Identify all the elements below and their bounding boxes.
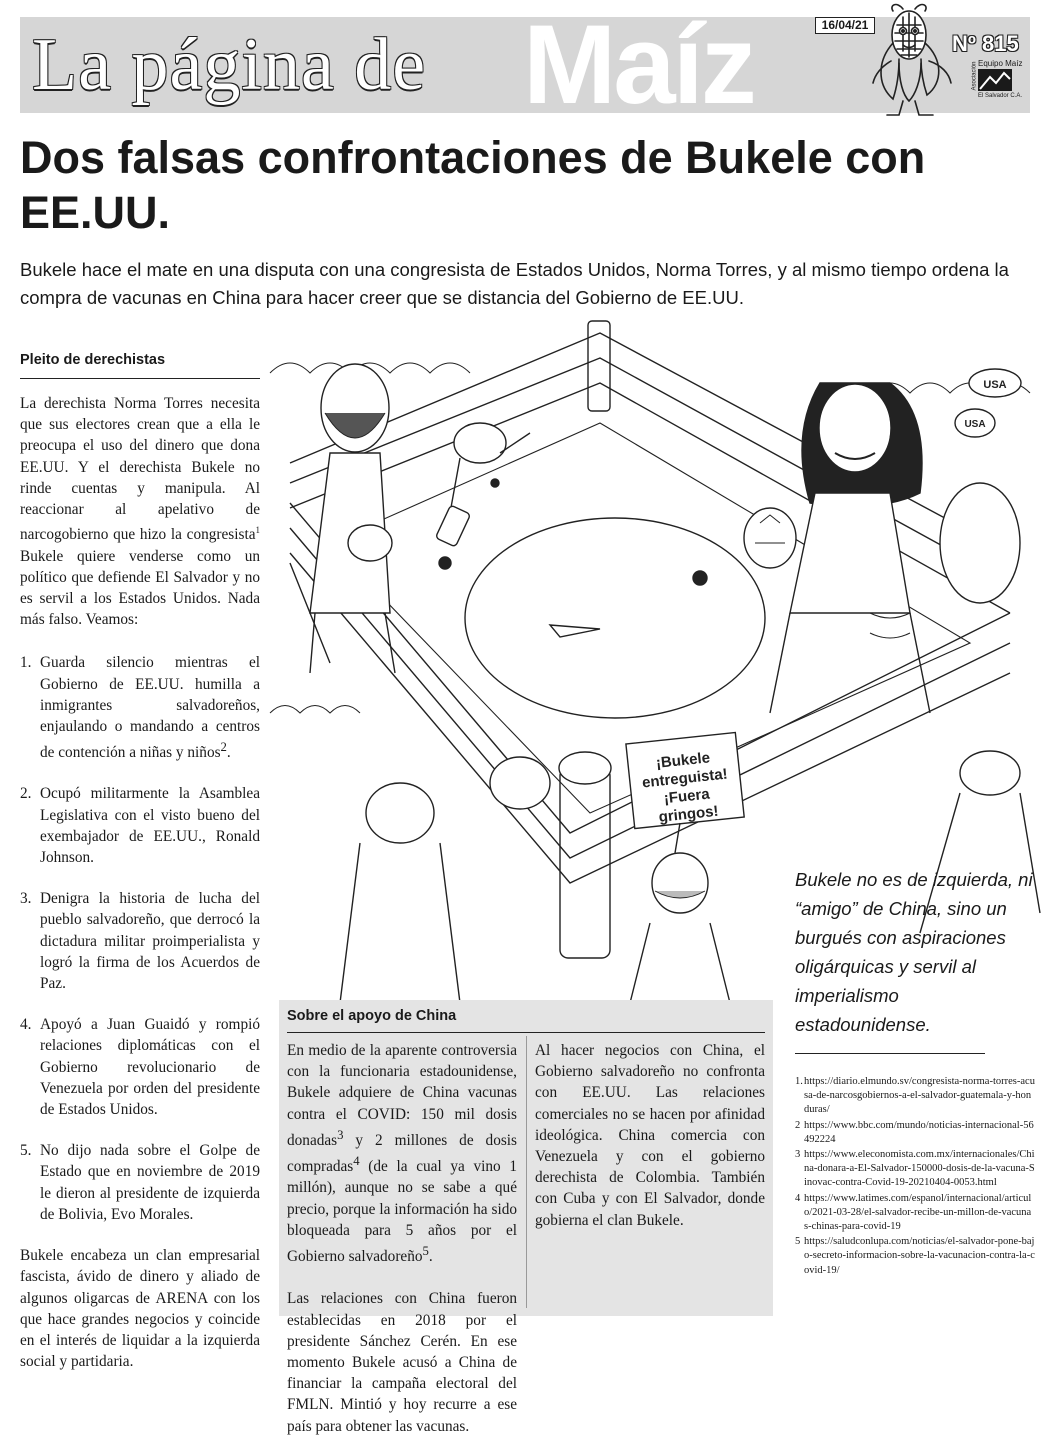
footnote[interactable]: 2 https://www.bbc.com/mundo/noticias-internacional-56492224 <box>795 1119 1035 1147</box>
china-column-1 <box>287 1040 517 1437</box>
list-item: 1. Guarda silencio mientras el Gobierno de EE.UU. humilla a inmigrantes salvadoreños, enjaulando o mandando a centros de contención a niñas y niños$^2$. <box>20 654 260 762</box>
china-paragraph: Las relaciones con China fueron establecidas en 2018 por el presidente Sánchez Cerén. En ese momento Bukele acusó a China de financiar la campaña electoral del FMLN. Mintió y hoy recurre a ese país para obtener las vacunas. <box>287 1290 517 1435</box>
divider <box>795 1053 985 1054</box>
logo-place: El Salvador C.A. <box>978 93 1023 99</box>
china-paragraph: En medio de la aparente controversia con la funcionaria estadounidense, Bukele adquiere de China vacunas contra el COVID: 150 mil dosis donadas$^3$ y 2 millones de dosis compradas$^4$ (de la cual ya vino 1 millón), aunque no se sabe a qué precio, porque la información ha sido bloqueada para 5 años por el Gobierno salvadoreño$^5$. <box>287 1042 517 1266</box>
issue-date: 16/04/21 <box>815 17 875 34</box>
points-list <box>20 652 260 1225</box>
logo-name: Equipo Maíz <box>978 59 1023 68</box>
footnote-link[interactable]: https://www.latimes.com/espanol/internacional/articulo/2021-03-28/el-salvador-recibe-un-millon-de-vacunas-chinas-para-covid-19 <box>804 1192 1032 1233</box>
china-box-title: Sobre el apoyo de China <box>287 1008 765 1033</box>
standfirst: Bukele hace el mate en una disputa con una congresista de Estados Unidos, Norma Torres, y al mismo tiempo ordena la compra de vacunas en China para hacer creer que se distancia del Gobierno de EE.UU. <box>20 259 1009 308</box>
issue-number: Nº 815 <box>952 31 1019 56</box>
footnote-ref: 3 <box>337 1127 344 1142</box>
equipo-maiz-logo <box>970 59 1023 101</box>
footnote-link[interactable]: https://saludconlupa.com/noticias/el-salvador-pone-bajo-secreto-informacion-sobre-la-vacunacion-contra-la-covid-19/ <box>804 1236 1035 1276</box>
masthead <box>20 2 1030 127</box>
closing-paragraph: Bukele encabeza un clan empresarial fascista, ávido de dinero y aliado de algunos oligarcas de ARENA con los que hace grandes negocios y coincide en el interés de liquidar a la izquierda social y partidaria. <box>20 1247 260 1371</box>
protest-sign-line4: gringos! <box>657 802 720 826</box>
footnote-ref: 5 <box>422 1244 429 1259</box>
footnote-ref: 4 <box>353 1154 360 1169</box>
list-item: 3. Denigra la historia de lucha del pueblo salvadoreño, que derrocó la dictadura militar proimperialista y logró la firma de los Acuerdos de Paz. <box>20 890 260 993</box>
protest-sign-line1: ¡Bukele <box>655 749 711 772</box>
pullquote: Bukele no es de izquierda, ni “amigo” de China, sino un burgués con aspiraciones oligárquicas y servil al imperialismo estadounidense. <box>795 869 1033 1035</box>
list-item: 4. Apoyó a Juan Guaidó y rompió relaciones diplomáticas con el Gobierno revolucionario de Venezuela por orden del presidente de Estados Unidos. <box>20 1016 260 1119</box>
footnote[interactable]: 3 https://www.eleconomista.com.mx/internacionales/China-donara-a-El-Salvador-150000-dosis-de-la-vacuna-Sinovac-contra-Covid-19-20210404-0053.html <box>795 1148 1035 1191</box>
footnote-link[interactable]: https://www.eleconomista.com.mx/internacionales/China-donara-a-El-Salvador-150000-dosis-de-la-vacuna-Sinovac-contra-Covid-19-20210404-0053.html <box>804 1149 1035 1189</box>
footnote[interactable]: 5 https://saludconlupa.com/noticias/el-salvador-pone-bajo-secreto-informacion-sobre-la-vacunacion-contra-la-covid-19/ <box>795 1235 1035 1278</box>
protest-sign-line3: ¡Fuera <box>663 785 711 808</box>
left-column <box>20 352 260 1372</box>
hat-label-2: USA <box>964 419 986 430</box>
footnote-ref: 2 <box>220 740 227 755</box>
footnote-ref: 1 <box>255 525 260 536</box>
footnotes <box>795 1075 1035 1279</box>
corn-mascot-icon <box>863 3 963 128</box>
china-column-2 <box>535 1040 765 1231</box>
section-title-pleito: Pleito de derechistas <box>20 352 260 379</box>
china-paragraph: Al hacer negocios con China, el Gobierno salvadoreño no confronta con EE.UU. Las relaciones comerciales no se hacen por afinidad ideológica. China comercia con Venezuela y con el gobierno derechista de Colombia. También con Cuba y con El Salvador, donde gobierna el clan Bukele. <box>535 1042 765 1229</box>
footnote-link[interactable]: https://diario.elmundo.sv/congresista-norma-torres-acusa-de-narcosgobiernos-a-el-salvador-guatemala-y-honduras/ <box>804 1076 1035 1116</box>
china-sidebar-box <box>279 1000 773 1435</box>
footnote[interactable]: 1. https://diario.elmundo.sv/congresista-norma-torres-acusa-de-narcosgobiernos-a-el-salvador-guatemala-y-honduras/ <box>795 1075 1035 1118</box>
headline: Dos falsas confrontaciones de Bukele con EE.UU. <box>20 132 926 238</box>
masthead-title-part2: Maíz <box>523 2 754 127</box>
column-divider <box>526 1036 527 1308</box>
hat-label: USA <box>983 379 1007 391</box>
masthead-title-part1: La página de <box>32 24 427 106</box>
footnote[interactable]: 4 https://www.latimes.com/espanol/internacional/articulo/2021-03-28/el-salvador-recibe-un-millon-de-vacunas-chinas-para-covid-19 <box>795 1192 1035 1235</box>
protest-sign-line2: entreguista! <box>641 765 729 792</box>
logo-association: Asociación <box>971 61 978 91</box>
list-item: 2. Ocupó militarmente la Asamblea Legislativa con el visto bueno del exembajador de EE.UU., Ronald Johnson. <box>20 785 260 867</box>
list-item: 5. No dijo nada sobre el Golpe de Estado que en noviembre de 2019 le dieron al presidente de izquierda de Bolivia, Evo Morales. <box>20 1142 260 1223</box>
intro-paragraph: La derechista Norma Torres necesita que sus electores crean que a ella le preocupa el uso del dinero que dona EE.UU. Y el derechista Bukele no rinde cuentas y manipula. Al reaccionar al apelativo de narcogobierno que hizo la congresista$^1$ Bukele quiere venderse como un político que defiende El Salvador y no es servil a los Estados Unidos. Nada más falso. Veamos: <box>20 395 260 629</box>
footnote-link[interactable]: https://www.bbc.com/mundo/noticias-internacional-56492224 <box>804 1119 1034 1145</box>
